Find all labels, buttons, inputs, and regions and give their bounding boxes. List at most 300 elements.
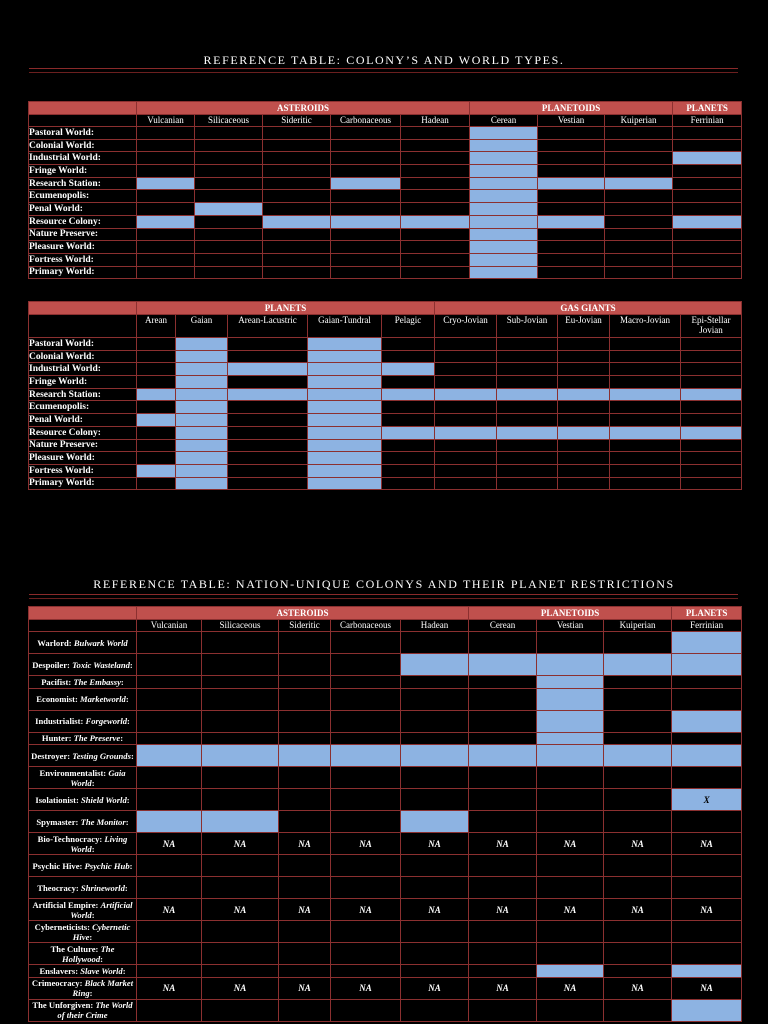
label-suffix: : — [122, 965, 126, 976]
empty-cell — [497, 401, 558, 414]
empty-cell — [673, 127, 742, 140]
row-label: Colonial World: — [29, 350, 137, 363]
empty-cell — [672, 732, 742, 745]
empty-cell — [401, 241, 470, 254]
filled-cell — [137, 811, 202, 833]
empty-cell — [382, 414, 435, 427]
empty-cell — [331, 943, 401, 965]
empty-cell — [604, 855, 672, 877]
nation-label: Bio-Technocracy: — [37, 833, 105, 844]
empty-cell — [681, 376, 742, 389]
column-header: Carbonaceous — [331, 620, 401, 632]
na-cell: NA — [279, 833, 331, 855]
empty-cell — [435, 376, 497, 389]
table-row — [29, 376, 742, 389]
empty-cell — [672, 855, 742, 877]
filled-cell — [538, 177, 605, 190]
filled-cell — [382, 363, 435, 376]
column-header: Ferrinian — [672, 620, 742, 632]
filled-cell — [176, 338, 228, 351]
empty-cell — [137, 965, 202, 978]
empty-cell — [263, 165, 331, 178]
empty-cell — [538, 203, 605, 216]
colony-name: Marketworld — [79, 694, 126, 704]
empty-cell — [401, 732, 469, 745]
empty-cell — [279, 921, 331, 943]
nation-label: Spymaster: — [36, 816, 81, 827]
empty-cell — [604, 999, 672, 1021]
table-row — [29, 977, 742, 999]
filled-cell — [672, 654, 742, 676]
na-cell: NA — [401, 833, 469, 855]
empty-cell — [228, 464, 308, 477]
empty-cell — [538, 190, 605, 203]
empty-cell — [202, 965, 279, 978]
row-label: Nature Preserve: — [29, 228, 137, 241]
group-header — [29, 302, 137, 315]
empty-cell — [279, 811, 331, 833]
row-label — [29, 732, 137, 745]
empty-cell — [195, 190, 263, 203]
filled-cell — [537, 745, 604, 767]
empty-cell — [610, 439, 681, 452]
row-label: Fringe World: — [29, 376, 137, 389]
colony-name: The Hollywood — [61, 943, 115, 964]
row-label: Colonial World: — [29, 139, 137, 152]
empty-cell — [604, 767, 672, 789]
colony-name: Shield World — [80, 794, 127, 805]
filled-cell — [470, 177, 538, 190]
table-row — [29, 833, 742, 855]
empty-cell — [195, 266, 263, 279]
na-cell: NA — [604, 899, 672, 921]
empty-cell — [401, 177, 470, 190]
column-header: Arean-Lacustric — [228, 315, 308, 338]
empty-cell — [537, 921, 604, 943]
empty-cell — [673, 190, 742, 203]
nation-label: The Unforgiven: — [32, 1000, 96, 1010]
filled-cell — [610, 426, 681, 439]
na-cell: NA — [604, 977, 672, 999]
na-cell: NA — [331, 899, 401, 921]
row-label — [29, 676, 137, 689]
empty-cell — [401, 632, 469, 654]
empty-cell — [331, 877, 401, 899]
empty-cell — [137, 228, 195, 241]
group-header-row — [29, 102, 742, 115]
empty-cell — [610, 452, 681, 465]
filled-cell — [470, 139, 538, 152]
colony-name: Testing Grounds — [72, 750, 131, 761]
filled-cell — [673, 152, 742, 165]
empty-cell — [681, 414, 742, 427]
filled-cell — [469, 654, 537, 676]
empty-cell — [137, 767, 202, 789]
nation-label: Despoiler: — [32, 659, 73, 670]
empty-cell — [538, 228, 605, 241]
table-row — [29, 338, 742, 351]
empty-cell — [469, 877, 537, 899]
filled-cell — [401, 654, 469, 676]
empty-cell — [469, 965, 537, 978]
column-header: Arean — [137, 315, 176, 338]
empty-cell — [681, 338, 742, 351]
table-row — [29, 452, 742, 465]
filled-cell — [308, 338, 382, 351]
label-suffix: : — [125, 816, 129, 827]
column-header-blank — [29, 620, 137, 632]
column-header: Vulcanian — [137, 115, 195, 127]
empty-cell — [195, 152, 263, 165]
empty-cell — [497, 338, 558, 351]
empty-cell — [469, 632, 537, 654]
empty-cell — [263, 190, 331, 203]
empty-cell — [331, 632, 401, 654]
colony-name: Shrineworld — [80, 882, 125, 893]
empty-cell — [202, 688, 279, 710]
empty-cell — [605, 203, 673, 216]
empty-cell — [137, 999, 202, 1021]
filled-cell — [537, 732, 604, 745]
empty-cell — [497, 376, 558, 389]
empty-cell — [538, 253, 605, 266]
group-header — [29, 102, 137, 115]
empty-cell — [137, 877, 202, 899]
column-header: Kuiperian — [605, 115, 673, 127]
column-header: Carbonaceous — [331, 115, 401, 127]
label-suffix: : — [91, 909, 95, 920]
empty-cell — [137, 127, 195, 140]
empty-cell — [401, 676, 469, 689]
row-label — [29, 921, 137, 943]
empty-cell — [331, 241, 401, 254]
table-row — [29, 899, 742, 921]
empty-cell — [537, 877, 604, 899]
empty-cell — [497, 363, 558, 376]
group-header: PLANETOIDS — [469, 607, 672, 620]
empty-cell — [469, 710, 537, 732]
row-label — [29, 877, 137, 899]
empty-cell — [228, 350, 308, 363]
row-label: Fortress World: — [29, 253, 137, 266]
empty-cell — [497, 464, 558, 477]
table-row — [29, 477, 742, 490]
row-label: Pleasure World: — [29, 452, 137, 465]
empty-cell — [537, 855, 604, 877]
empty-cell — [137, 477, 176, 490]
table-row — [29, 190, 742, 203]
empty-cell — [195, 253, 263, 266]
empty-cell — [228, 477, 308, 490]
empty-cell — [137, 688, 202, 710]
empty-cell — [331, 676, 401, 689]
row-label — [29, 855, 137, 877]
empty-cell — [382, 477, 435, 490]
row-label — [29, 767, 137, 789]
empty-cell — [137, 426, 176, 439]
table-row — [29, 789, 742, 811]
empty-cell — [202, 855, 279, 877]
table-row — [29, 999, 742, 1021]
empty-cell — [469, 732, 537, 745]
nation-label: Environmentalist: — [39, 767, 109, 778]
empty-cell — [202, 921, 279, 943]
empty-cell — [558, 363, 610, 376]
column-header: Ferrinian — [673, 115, 742, 127]
empty-cell — [228, 338, 308, 351]
filled-cell — [558, 388, 610, 401]
table-row — [29, 676, 742, 689]
empty-cell — [195, 165, 263, 178]
empty-cell — [331, 710, 401, 732]
group-header: ASTEROIDS — [137, 102, 470, 115]
na-cell: NA — [331, 977, 401, 999]
empty-cell — [673, 165, 742, 178]
colony-world-types-table-asteroids-planetoids — [28, 101, 742, 279]
empty-cell — [537, 943, 604, 965]
row-label — [29, 688, 137, 710]
filled-cell — [382, 426, 435, 439]
empty-cell — [279, 654, 331, 676]
empty-cell — [195, 241, 263, 254]
empty-cell — [401, 921, 469, 943]
label-suffix: : — [120, 733, 124, 744]
empty-cell — [681, 464, 742, 477]
na-cell: NA — [401, 899, 469, 921]
empty-cell — [605, 190, 673, 203]
empty-cell — [279, 999, 331, 1021]
empty-cell — [469, 921, 537, 943]
group-header: PLANETOIDS — [470, 102, 673, 115]
empty-cell — [604, 877, 672, 899]
empty-cell — [538, 266, 605, 279]
nation-label: Economist: — [36, 694, 80, 704]
filled-cell — [435, 426, 497, 439]
colony-name: The World of their Crime — [57, 1000, 133, 1020]
empty-cell — [610, 350, 681, 363]
table-row — [29, 877, 742, 899]
empty-cell — [497, 452, 558, 465]
empty-cell — [605, 152, 673, 165]
na-cell: NA — [672, 899, 742, 921]
empty-cell — [137, 241, 195, 254]
column-header-blank — [29, 115, 137, 127]
empty-cell — [610, 414, 681, 427]
filled-cell — [308, 388, 382, 401]
empty-cell — [331, 127, 401, 140]
empty-cell — [137, 710, 202, 732]
empty-cell — [382, 401, 435, 414]
filled-cell — [470, 266, 538, 279]
empty-cell — [382, 376, 435, 389]
empty-cell — [558, 414, 610, 427]
filled-cell — [470, 253, 538, 266]
empty-cell — [331, 139, 401, 152]
empty-cell — [137, 338, 176, 351]
table-row — [29, 363, 742, 376]
empty-cell — [537, 767, 604, 789]
row-label: Nature Preserve: — [29, 439, 137, 452]
empty-cell — [469, 789, 537, 811]
colony-name: Slave World — [80, 965, 123, 976]
empty-cell — [435, 350, 497, 363]
filled-cell — [176, 477, 228, 490]
empty-cell — [279, 676, 331, 689]
empty-cell — [331, 811, 401, 833]
row-label — [29, 965, 137, 978]
colony-name: Black Market Ring — [72, 978, 134, 998]
filled-cell — [308, 376, 382, 389]
group-header-row — [29, 302, 742, 315]
row-label — [29, 977, 137, 999]
filled-cell — [228, 388, 308, 401]
column-header-row — [29, 315, 742, 338]
nation-label: Crimeocracy: — [31, 978, 85, 988]
filled-cell — [331, 215, 401, 228]
nation-label: Destroyer: — [31, 750, 73, 761]
na-cell: NA — [537, 977, 604, 999]
row-label: Resource Colony: — [29, 426, 137, 439]
filled-cell — [228, 363, 308, 376]
empty-cell — [331, 855, 401, 877]
filled-cell — [538, 215, 605, 228]
column-header: Macro-Jovian — [610, 315, 681, 338]
empty-cell — [610, 464, 681, 477]
empty-cell — [137, 350, 176, 363]
nation-label: Artificial Empire: — [32, 899, 101, 910]
table-row — [29, 203, 742, 216]
empty-cell — [558, 439, 610, 452]
empty-cell — [331, 654, 401, 676]
group-header: PLANETS — [137, 302, 435, 315]
row-label: Pastoral World: — [29, 127, 137, 140]
empty-cell — [604, 710, 672, 732]
column-header-row — [29, 115, 742, 127]
empty-cell — [331, 789, 401, 811]
na-cell: NA — [604, 833, 672, 855]
empty-cell — [605, 139, 673, 152]
filled-cell — [308, 452, 382, 465]
empty-cell — [137, 152, 195, 165]
row-label — [29, 943, 137, 965]
label-suffix: : — [100, 953, 104, 964]
table-row — [29, 127, 742, 140]
column-header: Sideritic — [279, 620, 331, 632]
label-suffix: : — [126, 794, 130, 805]
group-header: PLANETS — [673, 102, 742, 115]
table-row — [29, 426, 742, 439]
filled-cell — [308, 426, 382, 439]
empty-cell — [469, 999, 537, 1021]
label-suffix: : — [125, 694, 129, 704]
empty-cell — [279, 789, 331, 811]
title-underline — [29, 68, 738, 69]
empty-cell — [195, 228, 263, 241]
filled-cell — [308, 350, 382, 363]
na-cell: NA — [202, 899, 279, 921]
column-header: Hadean — [401, 620, 469, 632]
empty-cell — [673, 241, 742, 254]
empty-cell — [604, 811, 672, 833]
filled-cell — [176, 363, 228, 376]
filled-cell — [537, 688, 604, 710]
nation-label: Enslavers: — [39, 965, 81, 976]
empty-cell — [228, 452, 308, 465]
row-label: Research Station: — [29, 388, 137, 401]
filled-cell — [308, 477, 382, 490]
colony-name: The Monitor — [80, 816, 126, 827]
table-row — [29, 177, 742, 190]
nation-label: Hunter: — [41, 733, 74, 744]
empty-cell — [137, 165, 195, 178]
empty-cell — [681, 401, 742, 414]
filled-cell — [176, 464, 228, 477]
empty-cell — [331, 203, 401, 216]
filled-cell — [202, 745, 279, 767]
empty-cell — [469, 943, 537, 965]
empty-cell — [673, 253, 742, 266]
filled-cell — [331, 745, 401, 767]
empty-cell — [673, 139, 742, 152]
label-suffix: : — [129, 659, 133, 670]
filled-cell — [435, 388, 497, 401]
empty-cell — [202, 632, 279, 654]
filled-cell — [537, 710, 604, 732]
nation-label: Industrialist: — [35, 716, 86, 726]
column-header: Sub-Jovian — [497, 315, 558, 338]
colony-name: Gaia World — [70, 767, 126, 788]
empty-cell — [228, 439, 308, 452]
empty-cell — [538, 152, 605, 165]
empty-cell — [202, 767, 279, 789]
table-row — [29, 414, 742, 427]
filled-cell — [137, 388, 176, 401]
empty-cell — [263, 177, 331, 190]
table-row — [29, 965, 742, 978]
empty-cell — [681, 363, 742, 376]
label-suffix: : — [89, 931, 93, 942]
row-label — [29, 999, 137, 1021]
empty-cell — [401, 999, 469, 1021]
nation-label: Isolationist: — [35, 794, 81, 805]
column-header: Silicaceous — [202, 620, 279, 632]
column-header: Gaian-Tundral — [308, 315, 382, 338]
empty-cell — [279, 965, 331, 978]
empty-cell — [228, 376, 308, 389]
empty-cell — [331, 732, 401, 745]
row-label: Primary World: — [29, 477, 137, 490]
filled-cell — [176, 350, 228, 363]
empty-cell — [469, 811, 537, 833]
empty-cell — [401, 877, 469, 899]
table-row — [29, 152, 742, 165]
empty-cell — [435, 477, 497, 490]
empty-cell — [263, 253, 331, 266]
filled-cell — [604, 745, 672, 767]
empty-cell — [331, 999, 401, 1021]
filled-cell — [672, 710, 742, 732]
filled-cell — [382, 388, 435, 401]
na-cell: NA — [202, 977, 279, 999]
filled-cell — [470, 190, 538, 203]
filled-cell — [610, 388, 681, 401]
empty-cell — [672, 688, 742, 710]
empty-cell — [137, 203, 195, 216]
empty-cell — [263, 266, 331, 279]
table-row — [29, 710, 742, 732]
empty-cell — [382, 350, 435, 363]
empty-cell — [469, 855, 537, 877]
